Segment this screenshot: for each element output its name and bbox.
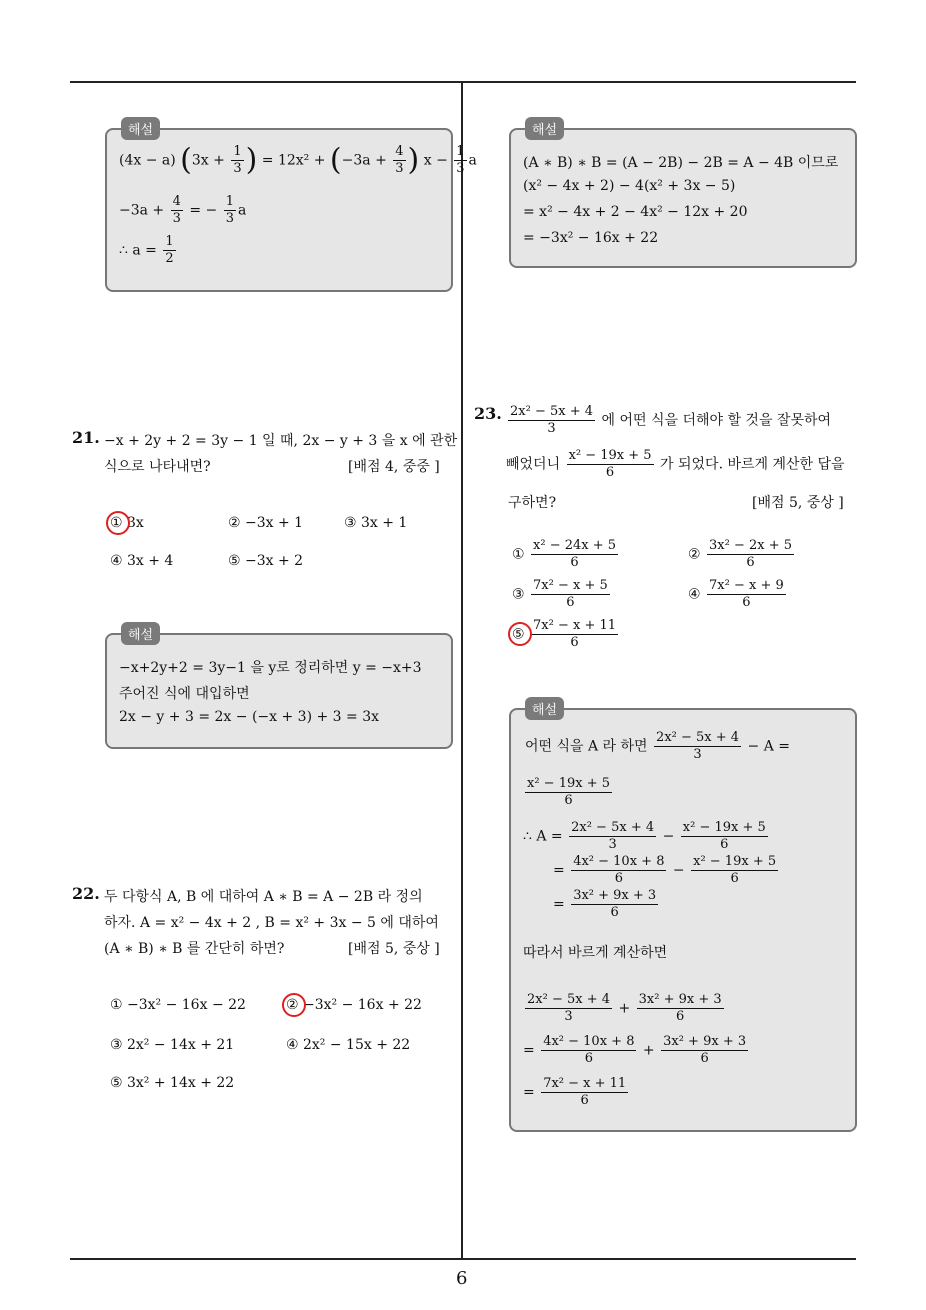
question-21-number: 21. (72, 428, 100, 447)
column-divider (461, 83, 463, 1259)
solution-line-4: = −3x² − 16x + 22 (523, 230, 659, 246)
question-23-line-2: 빼었더니 $\frac{\text{x² − 19x + 5}}{6}$ 가 되었다. 바르게 계산한 답을 (506, 448, 845, 480)
question-23-line-1: $\frac{\text{2x² − 5x + 4}}{3}$ 에 어떤 식을 더해야 할 것을 잘못하여 (510, 404, 832, 436)
question-23-score: [배점 5, 중상 ] (752, 495, 844, 511)
question-22-score: [배점 5, 중상 ] (348, 941, 440, 957)
solution-box-23 (509, 703, 857, 1132)
question-22-text-2: 하자. A = x² − 4x + 2 , B = x² + 3x − 5 에 대하여 (104, 915, 439, 931)
question-22-choice-4[interactable]: ④ 2x² − 15x + 22 (286, 1037, 411, 1053)
question-22-choice-1[interactable]: ① −3x² − 16x − 22 (110, 997, 246, 1013)
selected-answer-mark (282, 993, 306, 1017)
solution-box-21 (105, 628, 453, 749)
top-rule (70, 81, 856, 83)
solution-tag: 해설 (121, 117, 160, 140)
question-21-score: [배점 4, 중중 ] (348, 459, 440, 475)
question-23-choice-5[interactable]: ⑤ $\frac{\text{7x² − x + 11}}{6}$ (512, 618, 617, 650)
solution-tag: 해설 (525, 117, 564, 140)
solution-line-1: (4x − a) (3x + $\frac{1}{3}$ ) = 12x² + (−3a + $\frac{4}{3}$ ) x − $\frac{1}{3}$ a (119, 142, 477, 178)
solution-tag: 해설 (525, 697, 564, 720)
solution-line-2: (x² − 4x + 2) − 4(x² + 3x − 5) (523, 178, 736, 194)
question-23-choice-4[interactable]: ④ $\frac{\text{7x² − x + 9}}{6}$ (688, 578, 784, 610)
question-22-choice-2[interactable]: ② −3x² − 16x + 22 (286, 997, 422, 1013)
solution-line-1: −x+2y+2 = 3y−1 을 y로 정리하면 y = −x+3 (119, 660, 422, 676)
solution-line-7: $\frac{\text{2x² − 5x + 4}}{3}$ + $\frac{\text{3x² + 9x + 3}}{6}$ (527, 992, 722, 1024)
question-22-choice-5[interactable]: ⑤ 3x² + 14x + 22 (110, 1075, 235, 1091)
question-23-number: 23. (474, 404, 502, 423)
question-23-text-3: 구하면? (508, 495, 557, 511)
question-23-choice-2[interactable]: ② $\frac{\text{3x² − 2x + 5}}{6}$ (688, 538, 793, 570)
question-21-text-1: −x + 2y + 2 = 3y − 1 일 때, 2x − y + 3 을 x 에 관한 (104, 433, 458, 449)
solution-line-1: (A ∗ B) ∗ B = (A − 2B) − 2B = A − 4B 이므로 (523, 155, 839, 171)
page-number: 6 (456, 1268, 468, 1289)
question-23-choice-1[interactable]: ① $\frac{\text{x² − 24x + 5}}{6}$ (512, 538, 617, 570)
question-22-number: 22. (72, 884, 100, 903)
question-21-choice-2[interactable]: ② −3x + 1 (228, 515, 304, 531)
solution-line-3: ∴ a = $\frac{1}{2}$ (119, 234, 174, 266)
question-21-text-2: 식으로 나타내면? (104, 459, 211, 475)
selected-answer-mark (508, 622, 532, 646)
solution-line-8: = $\frac{\text{4x² − 10x + 8}}{6}$ + $\frac{\text{3x² + 9x + 3}}{6}$ (523, 1034, 747, 1066)
question-21-choice-3[interactable]: ③ 3x + 1 (344, 515, 408, 531)
solution-line-2: −3a + $\frac{4}{3}$ = − $\frac{1}{3}$ a (119, 194, 247, 226)
question-22-text-1: 두 다항식 A, B 에 대하여 A ∗ B = A − 2B 라 정의 (104, 889, 423, 905)
question-22-choice-3[interactable]: ③ 2x² − 14x + 21 (110, 1037, 235, 1053)
solution-line-3: = x² − 4x + 2 − 4x² − 12x + 20 (523, 204, 748, 220)
solution-line-9: = $\frac{\text{7x² − x + 11}}{6}$ (523, 1076, 627, 1108)
solution-tag: 해설 (121, 622, 160, 645)
solution-box-22 (509, 123, 857, 268)
question-21-choice-4[interactable]: ④ 3x + 4 (110, 553, 174, 569)
question-23-choice-3[interactable]: ③ $\frac{\text{7x² − x + 5}}{6}$ (512, 578, 608, 610)
solution-line-6: 따라서 바르게 계산하면 (523, 945, 668, 961)
solution-line-4: = $\frac{\text{4x² − 10x + 8}}{6}$ − $\frac{\text{x² − 19x + 5}}{6}$ (553, 854, 777, 886)
solution-line-2: 주어진 식에 대입하면 (119, 686, 250, 702)
solution-line-5: = $\frac{\text{3x² + 9x + 3}}{6}$ (553, 888, 657, 920)
solution-box-20 (105, 123, 477, 292)
question-21-choice-5[interactable]: ⑤ −3x + 2 (228, 553, 304, 569)
solution-line-3: 2x − y + 3 = 2x − (−x + 3) + 3 = 3x (119, 709, 380, 725)
question-22-text-3: (A ∗ B) ∗ B 를 간단히 하면? (104, 941, 285, 957)
selected-answer-mark (106, 511, 130, 535)
solution-line-1: 어떤 식을 A 라 하면 $\frac{\text{2x² − 5x + 4}}{3}$ − A = (525, 730, 790, 762)
bottom-rule (70, 1258, 856, 1260)
solution-line-2: $\frac{\text{x² − 19x + 5}}{6}$ (527, 776, 611, 808)
question-21-choice-1[interactable]: ① 3x (110, 515, 144, 531)
solution-line-3: ∴ A = $\frac{\text{2x² − 5x + 4}}{3}$ − $\frac{\text{x² − 19x + 5}}{6}$ (523, 820, 766, 852)
